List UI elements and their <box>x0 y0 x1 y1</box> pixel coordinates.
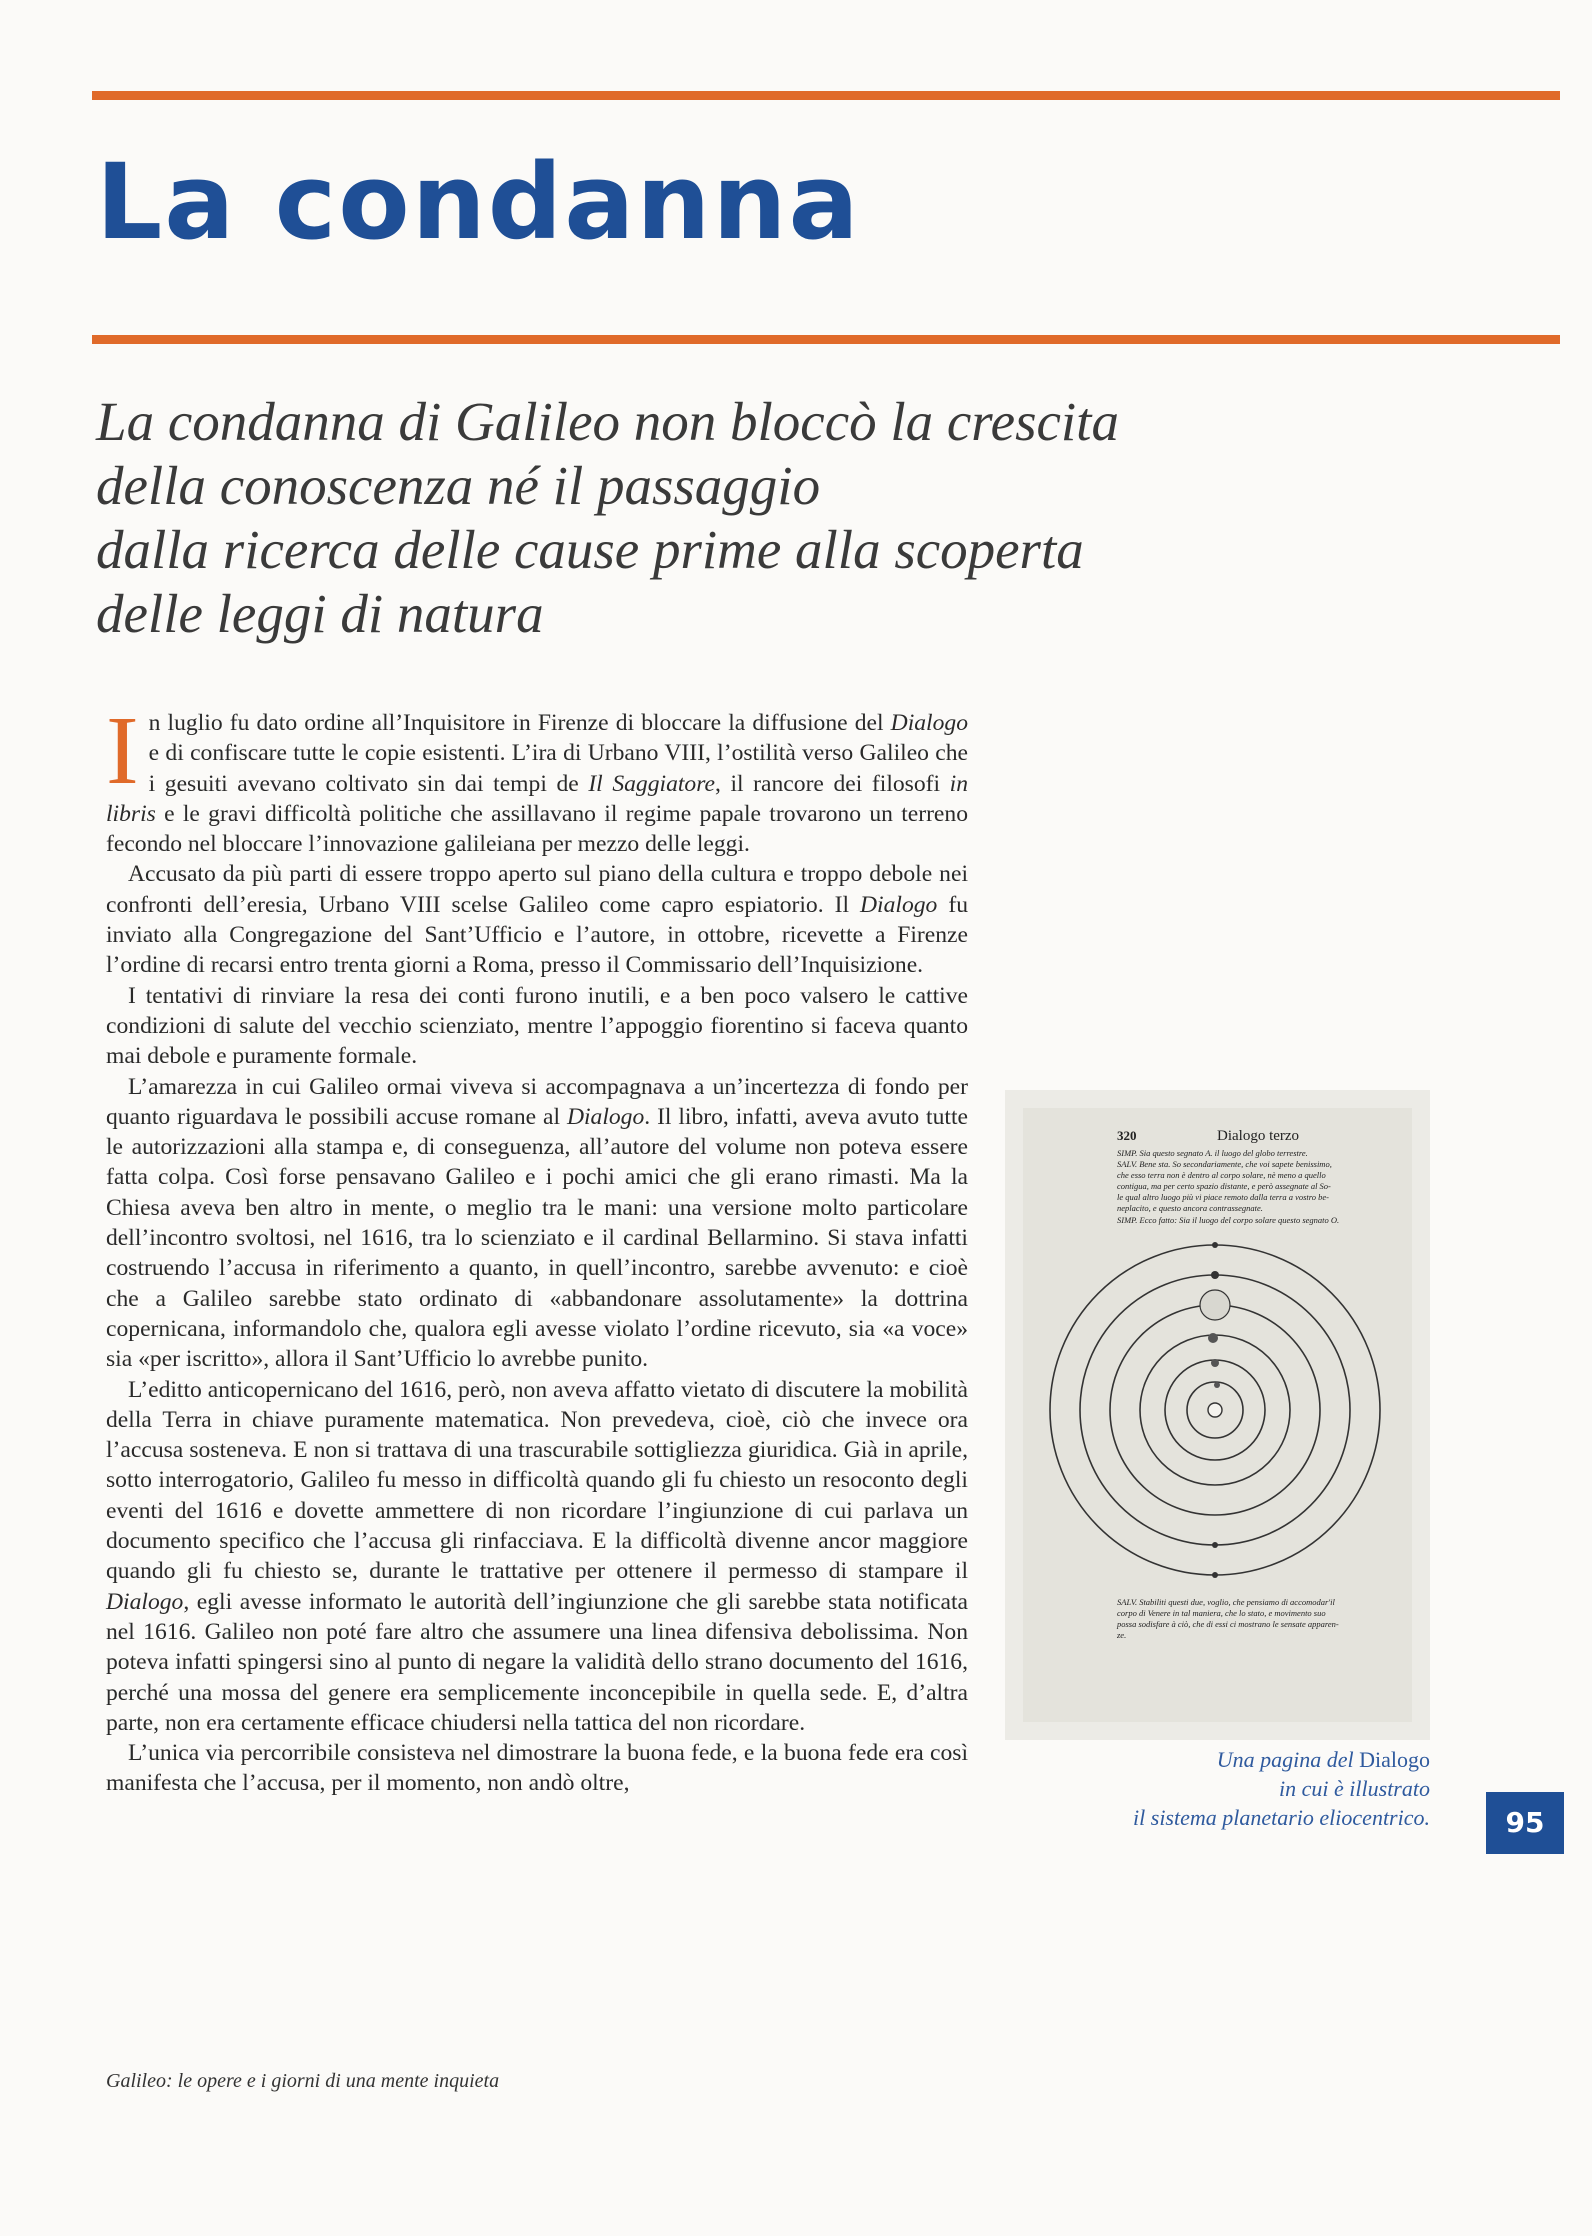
earth-epicycle <box>1200 1290 1230 1320</box>
figure-running-head: Dialogo terzo <box>1217 1128 1300 1144</box>
article-body <box>106 697 969 1799</box>
italic-title: Il Saggiatore <box>588 770 715 797</box>
subtitle <box>96 390 1396 646</box>
italic-title: Dialogo <box>106 1588 184 1615</box>
caption-text: in cui è illustrato <box>1279 1776 1430 1801</box>
drop-cap: I <box>106 697 139 805</box>
figure-page-number: 320 <box>1117 1128 1137 1143</box>
subtitle-line: dalla ricerca delle cause prime alla scoperta <box>96 519 1084 580</box>
sun-mark <box>1208 1403 1222 1417</box>
planet-dot <box>1214 1382 1220 1388</box>
subtitle-line: della conoscenza né il passaggio <box>96 455 821 516</box>
planet-dot <box>1208 1333 1218 1343</box>
text-run: , egli avesse informato le autorità dell’ingiunzione che gli sarebbe stata notificata nel 1616. Galileo non poté fare altro che assumere una linea difensiva debolissima. Non poteva infatti spingersi sino al punto di negare la validità dello strano documento del 1616, perché una mossa del genere era semplicemente inconcepibile in quella sede. E, d’altra parte, non era certamente efficace chiudersi nella tattica del non ricordare. <box>106 1588 968 1736</box>
text-run: . Il libro, infatti, aveva avuto tutte le autorizzazioni alla stampa e, di conseguenza, all’autore del volume non poteva essere fatta colpa. Così forse pensavano Galileo e i pochi amici che gli erano rimasti. Ma la Chiesa aveva ben altro in mente, o meglio tra le mani: una versione molto particolare dell’incontro svoltosi, nel 1616, tra lo scienziato e il cardinal Bellarmino. Si stava infatti costruendo l’accusa in riferimento a quanto, in quell’incontro, sarebbe avvenuto: e cioè che a Galileo sarebbe stato ordinato di «abbandonare assolutamente» la dottrina copernicana, informandolo che, qualora egli avesse violato l’ordine ricevuto, sia «a voce» sia «per iscritto», allora il Sant’Ufficio lo avrebbe punito. <box>106 1103 968 1373</box>
text-run: I tentativi di rinviare la resa dei conti furono inutili, e a ben poco valsero le cattive condizioni di salute del vecchio scienziato, mentre l’appoggio fiorentino si faceva quanto mai debole e puramente formale. <box>106 982 968 1070</box>
paragraph <box>106 981 968 1072</box>
figure-text-line: SALV. Bene sta. So secondariamente, che voi sapete benissimo, <box>1117 1159 1332 1169</box>
figure-text-line: possa sodisfare à ciò, che di essi ci mostrano le sensate apparen- <box>1117 1619 1339 1629</box>
italic-title: Dialogo <box>890 710 968 736</box>
paragraph <box>106 697 969 859</box>
text-run: e di confiscare tutte le copie esistenti. L’ira di Urbano VIII, l’ostilità verso Galileo che i gesuiti avevano coltivato sin dai tempi de <box>148 740 968 797</box>
text-run: , il rancore dei filosofi <box>715 770 950 797</box>
subtitle-line: La condanna di Galileo non bloccò la crescita <box>96 391 1119 452</box>
figure-text-line: SALV. Stabiliti questi due, voglio, che pensiamo di accomodar'il <box>1117 1597 1335 1607</box>
figure-text-line: contigua, ma per certo spazio distante, e però assegnate al So- <box>1117 1181 1331 1191</box>
running-footer: Galileo: le opere e i giorni di una mente inquieta <box>106 2070 500 2092</box>
figure-text-line: SIMP. Sia questo segnato A. il luogo del globo terrestre. <box>1117 1148 1308 1158</box>
figure-caption <box>1030 1745 1430 1832</box>
text-run: n luglio fu dato ordine all’Inquisitore in Firenze di bloccare la diffusione del <box>148 710 891 736</box>
planet-dot <box>1212 1542 1218 1548</box>
text-run: fu inviato alla Congregazione del Sant’Ufficio e l’autore, in ottobre, ricevette a Firenze l’ordine di recarsi entro trenta giorni a Roma, presso il Commissario dell’Inquisizione. <box>106 891 968 979</box>
text-run: L’amarezza in cui Galileo ormai viveva si accompagnava a un’incertezza di fondo per quanto riguardava le possibili accuse romane al <box>106 1073 968 1130</box>
figure-text-line: che esso terra non è dentro al corpo solare, nè meno a quello <box>1117 1170 1326 1180</box>
dialogo-page-illustration <box>1005 1090 1430 1740</box>
figure-text-line: le qual altro luogo più vi piace remoto dalla terra a vostro be- <box>1117 1192 1330 1202</box>
caption-title: Dialogo <box>1359 1747 1430 1772</box>
italic-title: in libris <box>106 770 969 827</box>
page-number-badge: 95 <box>1486 1792 1564 1854</box>
figure-text-line: SIMP. Ecco fatto: Sia il luogo del corpo solare questo segnato O. <box>1117 1215 1340 1225</box>
text-run: L’unica via percorribile consisteva nel dimostrare la buona fede, e la buona fede era così manifesta che l’accusa, per il momento, non andò oltre, <box>106 1740 968 1797</box>
italic-title: Dialogo <box>566 1103 645 1130</box>
text-run: e le gravi difficoltà politiche che assillavano il regime papale trovarono un terreno fecondo nel bloccare l’innovazione galileiana per mezzo delle leggi. <box>106 800 968 858</box>
planet-dot <box>1212 1242 1218 1248</box>
caption-text: Una pagina del <box>1216 1747 1360 1772</box>
subtitle-line: delle leggi di natura <box>96 583 544 644</box>
figure-text-line: neplacito, e questo ancora contrassegnate. <box>1117 1203 1263 1213</box>
paragraph <box>106 1738 968 1799</box>
heliocentric-diagram <box>1005 1090 1430 1740</box>
planet-dot <box>1212 1572 1218 1578</box>
paragraph <box>106 1375 968 1739</box>
text-run: L’editto anticopernicano del 1616, però, non aveva affatto vietato di discutere la mobilità della Terra in chiave puramente matematica. Non prevedeva, cioè, ciò che invece ora l’accusa sosteneva. E non si trattava di una trascurabile sottigliezza giuridica. Già in aprile, sotto interrogatorio, Galileo fu messo in difficoltà quando gli fu chiesto un resoconto degli eventi del 1616 e dovette ammettere di non ricordare l’ingiunzione di cui parlava un documento specifico che l’accusa gli rinfacciava. E la difficoltà divenne ancor maggiore quando gli fu chiesto se, durante le trattative per ottenere il permesso di stampare il <box>106 1376 968 1585</box>
figure-text-line: corpo di Venere in tal maniera, che lo stato, e movimento suo <box>1117 1608 1326 1618</box>
planet-dot <box>1211 1359 1219 1367</box>
top-orange-rule <box>92 91 1560 100</box>
planet-dot <box>1211 1271 1219 1279</box>
text-run: Accusato da più parti di essere troppo aperto sul piano della cultura e troppo debole nei confronti dell’eresia, Urbano VIII scelse Galileo come capro espiatorio. Il <box>106 861 968 918</box>
caption-text: il sistema planetario eliocentrico. <box>1133 1805 1430 1830</box>
figure-text-line: ze. <box>1117 1630 1127 1640</box>
paragraph <box>106 1072 968 1375</box>
italic-title: Dialogo <box>860 891 938 918</box>
paragraph <box>106 859 968 980</box>
title-underline-rule <box>92 335 1560 344</box>
page-title: La condanna <box>96 141 861 263</box>
